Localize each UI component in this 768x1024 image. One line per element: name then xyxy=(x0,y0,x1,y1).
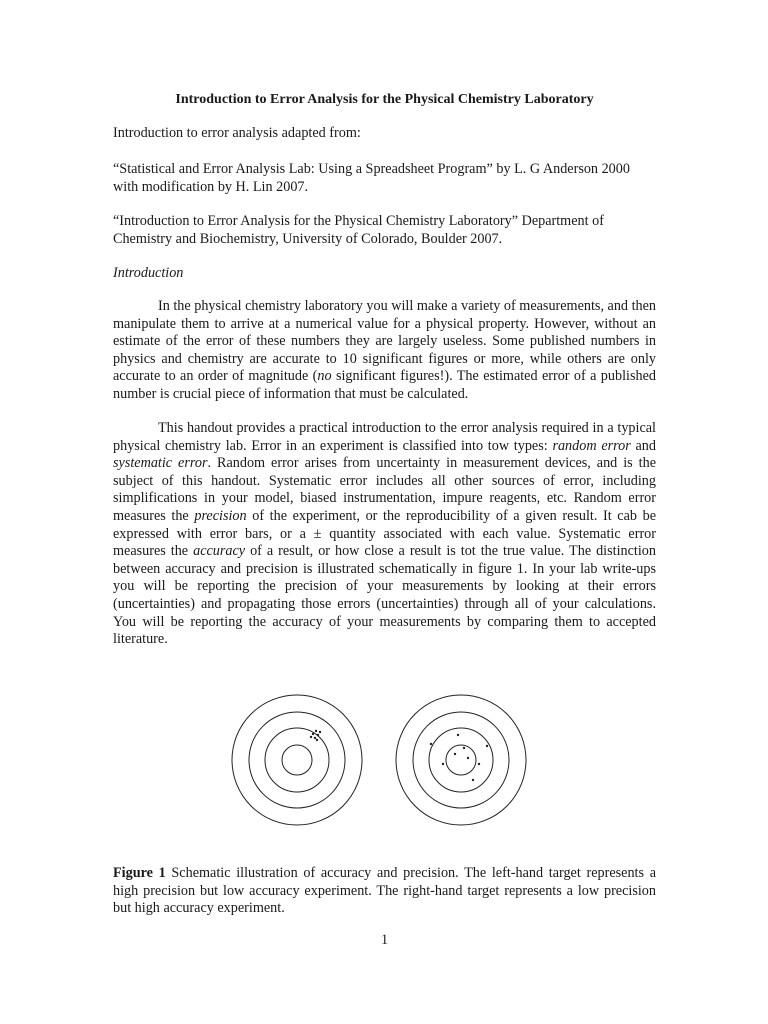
para2-emphasis-4: accuracy xyxy=(193,543,246,560)
right-target-ring-2 xyxy=(413,712,509,808)
para2-text-1: This handout provides a practical introduction to the error analysis required in a typical physical chemistry lab. Error in an experiment is classified into tow types: xyxy=(113,420,656,454)
left-hit xyxy=(315,730,317,732)
right-hit xyxy=(486,745,488,747)
figure-caption-text: Schematic illustration of accuracy and precision. The left-hand target represents a high precision but low accuracy experiment. The right-hand target represents a low precision but high accuracy experiment. xyxy=(113,865,656,917)
right-hit xyxy=(467,757,469,759)
figure-1-targets xyxy=(231,688,531,834)
right-target-ring-1 xyxy=(396,695,526,825)
para2-text-3: . Random error arises from uncertainty in measurement devices, and is the subject of this handout. Systematic error includes all other sources of error, including simplifications in your model, biased instrumentation, impure reagents, etc. Random error measures the xyxy=(113,455,656,524)
section-heading xyxy=(113,265,656,283)
figure-label: Figure 1 xyxy=(113,865,166,882)
document-title: Introduction to Error Analysis for the Physical Chemistry Laboratory xyxy=(175,92,594,107)
para2-emphasis-1: random error xyxy=(552,437,631,454)
left-hit xyxy=(317,734,319,736)
left-hit xyxy=(312,733,314,735)
para1-text-1: In the physical chemistry laboratory you will make a variety of measurements, and then manipulate them to arrive at a numerical value for a physical property. However, without an estimate of the error of these numbers they are largely useless. Some published numbers in physics and chemistry are accurate to 10 significant figures or more, while others are only accurate to an order of magnitude ( xyxy=(113,298,656,385)
right-hit xyxy=(442,763,444,765)
para1-emphasis-1: no xyxy=(317,368,332,385)
left-target-ring-1 xyxy=(232,695,362,825)
right-hit xyxy=(463,747,465,749)
para2-text-2: and xyxy=(630,437,656,454)
left-target-ring-3 xyxy=(265,728,329,792)
right-hit xyxy=(430,743,432,745)
reference-1: “Statistical and Error Analysis Lab: Using a Spreadsheet Program” by L. G Anderson 2000 with modification by H. Lin 2007. xyxy=(113,161,630,195)
left-hit xyxy=(319,731,321,733)
right-target-ring-3 xyxy=(429,728,493,792)
reference-2: “Introduction to Error Analysis for the Physical Chemistry Laboratory” Department of Chemistry and Biochemistry, University of Colorado, Boulder 2007. xyxy=(113,213,604,247)
para2-emphasis-2: systematic error xyxy=(113,455,208,472)
para2-text-4: of the experiment, or the reproducibility of a given result. It cab be expressed with error bars, or a ± quantity associated with each value. Systematic error measures the xyxy=(113,507,656,560)
para1-text-2: significant figures!). The estimated error of a published number is crucial piece of information that must be calculated. xyxy=(113,368,656,402)
para2-emphasis-3: precision xyxy=(194,507,247,524)
left-hit xyxy=(314,737,316,739)
right-hit xyxy=(454,753,456,755)
adapted-from-text: Introduction to error analysis adapted from: xyxy=(113,125,361,141)
right-target xyxy=(396,695,526,825)
section-heading-text: Introduction xyxy=(113,265,184,281)
figure-1-caption xyxy=(113,865,656,918)
left-hit xyxy=(310,736,312,738)
left-target xyxy=(232,695,362,825)
left-target-ring-2 xyxy=(249,712,345,808)
right-hit xyxy=(457,734,459,736)
left-hit xyxy=(316,739,318,741)
paragraph-1 xyxy=(113,298,656,404)
left-target-ring-4 xyxy=(282,745,312,775)
paragraph-2 xyxy=(113,420,656,649)
page-number: 1 xyxy=(380,932,389,948)
para2-text-5: of a result, or how close a result is tot the true value. The distinction between accuracy and precision is illustrated schematically in figure 1. In your lab write-ups you will be reporting the precision of your measurements by looking at their errors (uncertainties) and propagating those errors (uncertainties) through all of your calculations. You will be reporting the accuracy of your measurements by comparing them to accepted literature. xyxy=(113,543,656,648)
right-hit xyxy=(478,763,480,765)
right-target-ring-4 xyxy=(446,745,476,775)
right-target-hits xyxy=(430,734,488,781)
right-hit xyxy=(472,779,474,781)
